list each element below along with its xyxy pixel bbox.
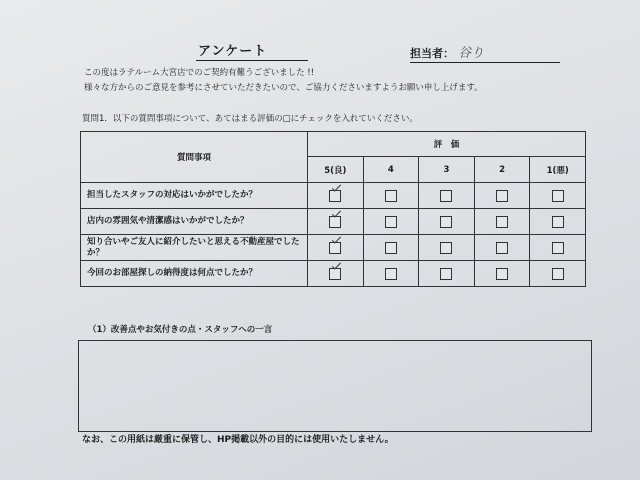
question-1-instruction: 質問1．以下の質問事項について、あてはまる評価の□にチェックを入れていください。 <box>82 114 418 124</box>
rating-column-header: 評 価 <box>308 132 586 157</box>
staff-field <box>410 42 560 63</box>
rating-cell <box>363 209 419 235</box>
checkbox-checked[interactable] <box>329 268 341 280</box>
intro-line-2: 様々な方からのご意見を参考にさせていただきたいので、ご協力くださいますようお願い申し上げます。 <box>84 83 483 93</box>
table-row <box>81 183 586 209</box>
checkbox[interactable] <box>385 190 397 202</box>
rating-cell <box>474 261 530 287</box>
scale-header-2: 2 <box>474 157 530 183</box>
question-label: 知り合いやご友人に紹介したいと思える不動産屋でしたか？ <box>81 235 308 261</box>
rating-cell <box>308 209 364 235</box>
rating-cell <box>530 261 586 287</box>
rating-table <box>80 131 586 287</box>
intro-line-1: この度はラテルーム大宮店でのご契約有難うございました !! <box>84 68 315 78</box>
table-row <box>81 235 586 261</box>
checkbox[interactable] <box>440 190 452 202</box>
checkbox[interactable] <box>385 216 397 228</box>
checkbox[interactable] <box>552 268 564 280</box>
question-label: 今回のお部屋探しの納得度は何点でしたか？ <box>81 261 308 287</box>
checkbox[interactable] <box>385 242 397 254</box>
rating-cell <box>363 183 419 209</box>
comment-textarea[interactable] <box>78 340 592 432</box>
staff-label: 担当者： <box>410 47 454 60</box>
checkbox[interactable] <box>496 242 508 254</box>
comment-label: （1）改善点やお気付きの点・スタッフへの一言 <box>88 325 273 335</box>
scale-header-5: 5(良) <box>308 157 364 183</box>
rating-cell <box>419 209 475 235</box>
checkbox-checked[interactable] <box>329 216 341 228</box>
staff-name-handwritten[interactable]: 谷り <box>458 46 485 61</box>
question-label: 担当したスタッフの対応はいかがでしたか？ <box>81 183 308 209</box>
question-column-header: 質問事項 <box>81 132 308 183</box>
checkbox[interactable] <box>496 190 508 202</box>
scale-header-3: 3 <box>419 157 475 183</box>
checkbox[interactable] <box>440 242 452 254</box>
footer-note: なお、この用紙は厳重に保管し、HP掲載以外の目的には使用いたしません。 <box>82 435 394 445</box>
checkbox[interactable] <box>496 216 508 228</box>
table-row <box>81 261 586 287</box>
rating-cell <box>530 183 586 209</box>
rating-cell <box>474 209 530 235</box>
form-title: アンケート <box>196 40 308 61</box>
scale-header-4: 4 <box>363 157 419 183</box>
rating-cell <box>474 183 530 209</box>
checkbox[interactable] <box>552 242 564 254</box>
scale-header-1: 1(悪) <box>530 157 586 183</box>
question-label: 店内の雰囲気や清潔感はいかがでしたか？ <box>81 209 308 235</box>
rating-cell <box>363 261 419 287</box>
checkbox[interactable] <box>385 268 397 280</box>
rating-cell <box>308 183 364 209</box>
rating-cell <box>419 183 475 209</box>
checkbox-checked[interactable] <box>329 242 341 254</box>
rating-cell <box>419 235 475 261</box>
checkbox[interactable] <box>552 216 564 228</box>
intro-text <box>84 66 483 96</box>
rating-cell <box>419 261 475 287</box>
checkbox[interactable] <box>496 268 508 280</box>
rating-cell <box>530 209 586 235</box>
rating-cell <box>308 261 364 287</box>
rating-cell <box>530 235 586 261</box>
checkbox[interactable] <box>440 216 452 228</box>
rating-cell <box>363 235 419 261</box>
checkbox[interactable] <box>552 190 564 202</box>
checkbox[interactable] <box>440 268 452 280</box>
table-row <box>81 209 586 235</box>
checkbox-checked[interactable] <box>329 190 341 202</box>
rating-cell <box>308 235 364 261</box>
rating-cell <box>474 235 530 261</box>
